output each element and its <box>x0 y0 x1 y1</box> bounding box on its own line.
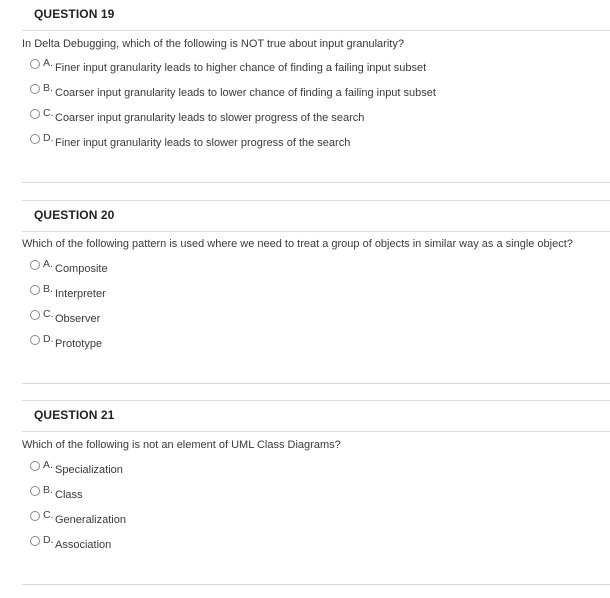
question-21-choice-a[interactable] <box>30 459 590 479</box>
question-21-header <box>22 400 610 432</box>
radio-button[interactable] <box>30 109 40 119</box>
radio-button[interactable] <box>30 84 40 94</box>
question-divider <box>22 182 610 183</box>
radio-button[interactable] <box>30 511 40 521</box>
radio-button[interactable] <box>30 461 40 471</box>
question-divider <box>22 584 610 585</box>
choice-letter: C. <box>43 509 54 521</box>
question-20-text: Which of the following pattern is used where we need to treat a group of objects in similar way as a single object? <box>22 238 573 250</box>
question-19-title: QUESTION 19 <box>34 7 115 21</box>
choice-label: Generalization <box>55 514 126 526</box>
question-19-text: In Delta Debugging, which of the following is NOT true about input granularity? <box>22 38 404 50</box>
radio-button[interactable] <box>30 285 40 295</box>
choice-letter: D. <box>43 333 54 345</box>
question-20-choice-b[interactable] <box>30 283 590 303</box>
choice-letter: B. <box>43 484 53 496</box>
choice-letter: B. <box>43 283 53 295</box>
choice-label: Specialization <box>55 464 123 476</box>
choice-label: Finer input granularity leads to slower progress of the search <box>55 137 351 149</box>
radio-button[interactable] <box>30 536 40 546</box>
question-20-choice-c[interactable] <box>30 308 590 328</box>
question-21-choice-d[interactable] <box>30 534 590 554</box>
choice-letter: D. <box>43 132 54 144</box>
choice-letter: C. <box>43 107 54 119</box>
question-20-choice-d[interactable] <box>30 333 590 353</box>
choice-label: Prototype <box>55 338 103 350</box>
choice-label: Composite <box>55 263 108 275</box>
choice-letter: A. <box>43 57 53 69</box>
radio-button[interactable] <box>30 260 40 270</box>
question-21-text: Which of the following is not an element of UML Class Diagrams? <box>22 439 341 451</box>
choice-label: Association <box>55 539 112 551</box>
choice-label: Observer <box>55 313 101 325</box>
choice-label: Coarser input granularity leads to slower progress of the search <box>55 112 365 124</box>
radio-button[interactable] <box>30 310 40 320</box>
question-19-choice-b[interactable] <box>30 82 590 102</box>
question-21-choice-b[interactable] <box>30 484 590 504</box>
choice-letter: C. <box>43 308 54 320</box>
choice-letter: B. <box>43 82 53 94</box>
choice-label: Class <box>55 489 83 501</box>
choice-label: Coarser input granularity leads to lower chance of finding a failing input subset <box>55 87 436 99</box>
question-19-choice-a[interactable] <box>30 57 590 77</box>
choice-label: Interpreter <box>55 288 106 300</box>
question-21-title: QUESTION 21 <box>34 408 115 422</box>
radio-button[interactable] <box>30 134 40 144</box>
radio-button[interactable] <box>30 335 40 345</box>
question-20-header <box>22 200 610 232</box>
radio-button[interactable] <box>30 59 40 69</box>
question-20-choice-a[interactable] <box>30 258 590 278</box>
choice-letter: D. <box>43 534 54 546</box>
question-19-header <box>22 0 610 31</box>
choice-label: Finer input granularity leads to higher chance of finding a failing input subset <box>55 62 427 74</box>
question-20-title: QUESTION 20 <box>34 208 115 222</box>
question-divider <box>22 383 610 384</box>
question-19-choice-c[interactable] <box>30 107 590 127</box>
question-19-choice-d[interactable] <box>30 132 590 152</box>
choice-letter: A. <box>43 258 53 270</box>
question-21-choice-c[interactable] <box>30 509 590 529</box>
choice-letter: A. <box>43 459 53 471</box>
radio-button[interactable] <box>30 486 40 496</box>
